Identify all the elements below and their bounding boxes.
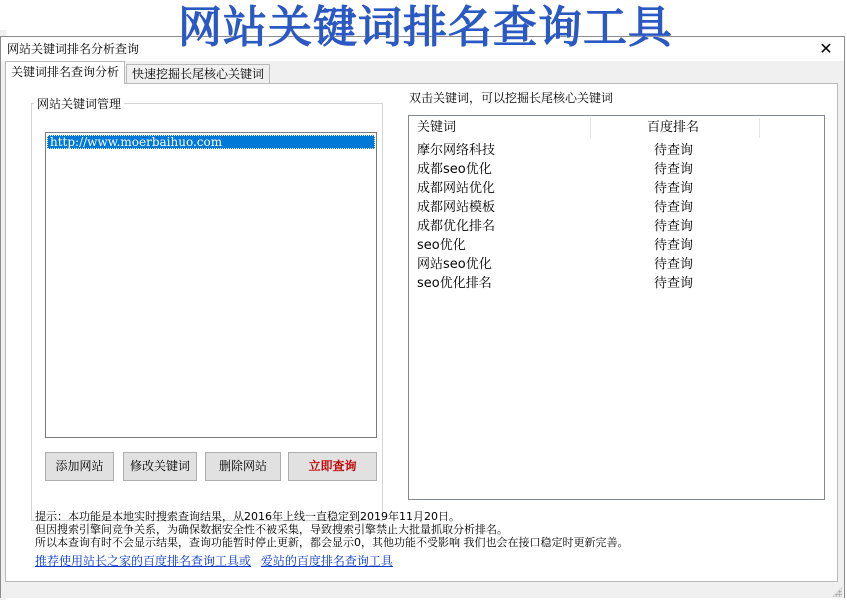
window-title: 网站关键词排名分析查询: [7, 42, 140, 56]
app-window: [0, 36, 845, 598]
chinaz-rank-tool-link[interactable]: 推荐使用站长之家的百度排名查询工具或: [35, 554, 252, 568]
keyword-cell: seo优化排名: [417, 276, 492, 291]
table-row[interactable]: [409, 274, 824, 293]
keyword-cell: 摩尔网络科技: [417, 143, 496, 158]
table-header: [409, 116, 824, 140]
rank-cell: 待查询: [654, 162, 694, 177]
status-bar: [1, 584, 844, 598]
edit-keywords-button[interactable]: 修改关键词: [123, 452, 197, 481]
column-divider[interactable]: [590, 118, 591, 138]
keyword-hint-label: 双击关键词，可以挖掘长尾核心关键词: [409, 91, 614, 105]
table-row[interactable]: [409, 236, 824, 255]
rank-cell: 待查询: [654, 238, 694, 253]
column-header-keyword[interactable]: 关键词: [417, 120, 457, 135]
table-row[interactable]: [409, 217, 824, 236]
resize-grip-mask: [832, 587, 842, 597]
tip-line-2: 但因搜索引擎间竞争关系，为确保数据安全性不被采集，导致搜索引擎禁止大批量抓取分析排名。: [35, 523, 508, 536]
rank-cell: 待查询: [654, 181, 694, 196]
close-icon[interactable]: ✕: [819, 39, 833, 58]
tab-longtail-mining[interactable]: 快速挖掘长尾核心关键词: [126, 64, 270, 83]
tip-line-3: 所以本查询有时不会显示结果，查询功能暂时停止更新，都会显示0，其他功能不受影响 我们也会在接口稳定时更新完善。: [35, 536, 629, 549]
delete-site-button[interactable]: 删除网站: [205, 452, 281, 481]
list-item-url[interactable]: http://www.moerbaihuo.com: [47, 135, 375, 149]
table-row[interactable]: [409, 198, 824, 217]
column-divider[interactable]: [759, 118, 760, 138]
keyword-cell: 成都优化排名: [417, 219, 496, 234]
rank-cell: 待查询: [654, 276, 694, 291]
recommend-links: [35, 552, 393, 569]
column-header-baidu-rank[interactable]: 百度排名: [647, 120, 700, 135]
keyword-cell: 成都seo优化: [417, 162, 492, 177]
keyword-cell: seo优化: [417, 238, 466, 253]
page-banner-title: 网站关键词排名查询工具: [178, 2, 673, 53]
query-now-button[interactable]: 立即查询: [288, 452, 377, 481]
rank-cell: 待查询: [654, 143, 694, 158]
table-row[interactable]: [409, 255, 824, 274]
site-url-list[interactable]: [45, 132, 377, 438]
keyword-cell: 网站seo优化: [417, 257, 492, 272]
table-body: [409, 141, 824, 293]
rank-cell: 待查询: [654, 257, 694, 272]
keyword-cell: 成都网站优化: [417, 181, 496, 196]
keyword-rank-table[interactable]: [408, 115, 825, 500]
add-site-button[interactable]: 添加网站: [45, 452, 114, 481]
tip-line-1: 提示：本功能是本地实时搜索查询结果，从2016年上线一直稳定到2019年11月20日。: [35, 510, 460, 523]
aizhan-rank-tool-link[interactable]: 爱站的百度排名查询工具: [260, 554, 393, 568]
table-row[interactable]: [409, 141, 824, 160]
keyword-cell: 成都网站模板: [417, 200, 496, 215]
rank-cell: 待查询: [654, 219, 694, 234]
table-row[interactable]: [409, 179, 824, 198]
tab-keyword-rank-analysis[interactable]: 关键词排名查询分析: [5, 61, 125, 84]
rank-cell: 待查询: [654, 200, 694, 215]
site-manager-title: 网站关键词管理: [34, 95, 124, 112]
table-row[interactable]: [409, 160, 824, 179]
